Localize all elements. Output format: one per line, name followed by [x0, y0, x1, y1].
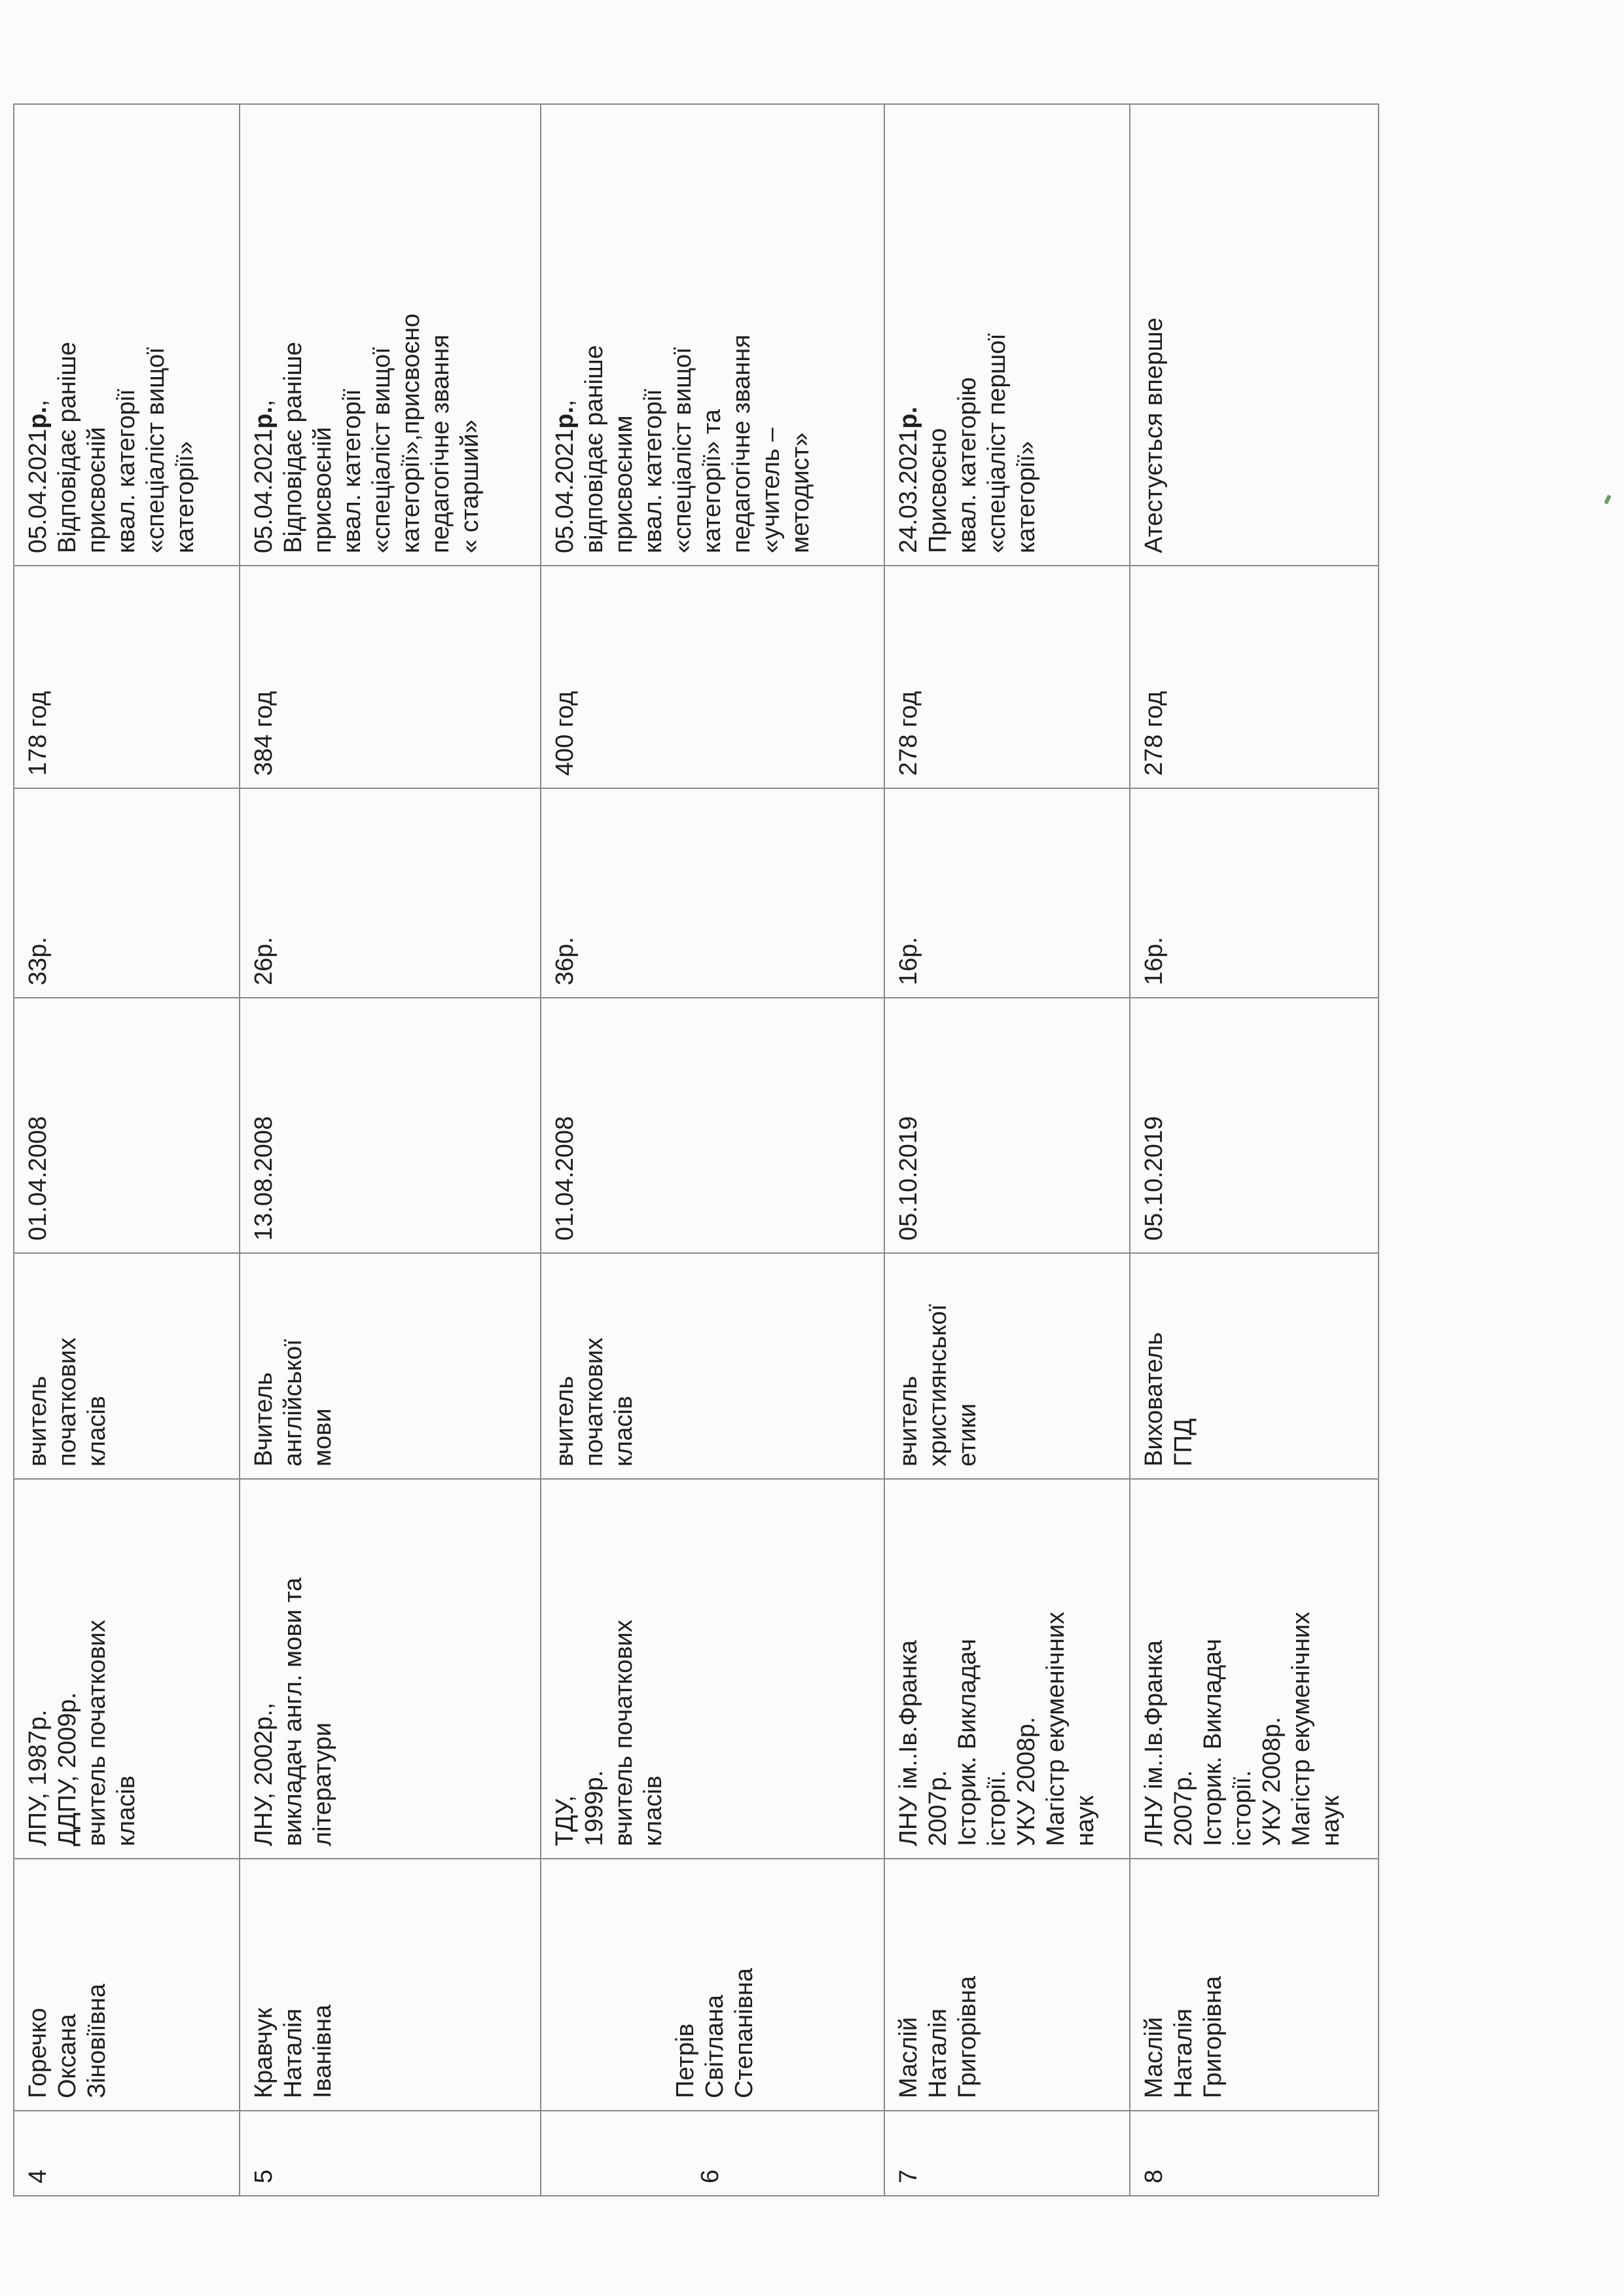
education-line: Історик. Викладач: [954, 1639, 981, 1846]
cell-num: [541, 2111, 884, 2196]
result-line: присвоєній: [83, 427, 111, 553]
result-line: категорії»: [171, 441, 199, 553]
experience-value: 26р.: [250, 937, 278, 985]
rotated-document-page: [13, 105, 1378, 2196]
cell-education: [14, 1479, 240, 1859]
hours-value: 400 год: [551, 691, 579, 776]
position-line: Вихователь: [1140, 1332, 1168, 1467]
cell-num: [240, 2111, 541, 2196]
cell-date: [14, 998, 240, 1253]
experience-value: 36р.: [551, 937, 579, 985]
cell-date: [541, 998, 884, 1253]
result-line: категорії»,присвоєно: [397, 313, 425, 553]
education-line: Історик. Викладач: [1199, 1639, 1227, 1846]
cell-result: [14, 104, 240, 566]
cell-num: [14, 2111, 240, 2196]
result-line: педагогічне звання: [427, 335, 454, 553]
education-line: 2007р.: [1170, 1770, 1197, 1846]
education-line: вчитель початкових: [83, 1620, 111, 1846]
name-line: Маслій: [1140, 2016, 1168, 2098]
result-line: Відповідає раніше: [54, 342, 81, 553]
position-line: початкових: [581, 1338, 608, 1467]
name-line: Світлана: [701, 1994, 729, 2098]
result-line: відповідає раніше: [581, 345, 608, 553]
result-line: «учитель –: [757, 428, 785, 553]
education-line: наук: [1072, 1795, 1099, 1846]
result-line: присвоєним: [610, 415, 638, 553]
position-line: вчитель: [895, 1376, 922, 1467]
position-line: християнської: [924, 1303, 952, 1467]
cell-hours: [884, 566, 1130, 788]
position-line: мови: [309, 1408, 336, 1467]
education-line: ТДУ,: [551, 1795, 579, 1846]
table-row: [541, 104, 884, 2196]
education-line: історії.: [983, 1770, 1011, 1846]
education-line: Магістр екуменічних: [1042, 1611, 1070, 1846]
name-line: Наталія: [280, 2008, 307, 2098]
num-value: 8: [1140, 2169, 1168, 2183]
date-value: 13.08.2008: [250, 1116, 278, 1241]
education-line: ЛНУ ім..Ів.Франка: [895, 1640, 922, 1846]
result-line: категорії» та: [698, 409, 726, 553]
education-line: Магістр екуменічних: [1288, 1611, 1315, 1846]
cell-education: [1130, 1479, 1379, 1859]
result-line: педагогічне звання: [728, 335, 755, 553]
cell-hours: [14, 566, 240, 788]
cell-name: [240, 1859, 541, 2111]
cell-education: [541, 1479, 884, 1859]
date-value: 05.10.2019: [895, 1116, 922, 1241]
education-line: УКУ 2008р.: [1258, 1717, 1286, 1846]
table-row: [884, 104, 1130, 2196]
cell-name: [1130, 1859, 1379, 2111]
name-line: Григорівна: [1199, 1976, 1227, 2098]
name-line: Петрів: [672, 2023, 699, 2098]
hours-value: 178 год: [24, 691, 52, 776]
education-line: ДДПУ, 2009р.: [54, 1692, 81, 1846]
cell-hours: [240, 566, 541, 788]
result-line: 24.03.2021р.: [895, 407, 922, 553]
education-line: історії.: [1229, 1770, 1256, 1846]
result-line: «спеціаліст вищої: [368, 347, 395, 553]
cell-position: [1130, 1253, 1379, 1479]
cell-experience: [541, 788, 884, 998]
table-row: [240, 104, 541, 2196]
result-line: Присвоєно: [924, 428, 952, 553]
attestation-table: [13, 103, 1379, 2196]
position-line: Вчитель: [250, 1372, 278, 1467]
cell-result: [541, 104, 884, 566]
experience-value: 16р.: [1140, 937, 1168, 985]
name-line: Іванівна: [309, 2004, 336, 2098]
education-line: класів: [640, 1776, 667, 1846]
table-row: [14, 104, 240, 2196]
hours-value: 278 год: [895, 691, 922, 776]
education-line: 1999р.: [581, 1770, 608, 1846]
education-line: ЛНУ, 2002р.,: [250, 1702, 278, 1846]
name-line: Кравчук: [250, 2007, 278, 2098]
result-line: «спеціаліст першої: [983, 333, 1011, 553]
name-line: Маслій: [895, 2016, 922, 2098]
num-value: 7: [895, 2169, 922, 2183]
position-line: ГПД: [1170, 1418, 1197, 1467]
cell-name: [14, 1859, 240, 2111]
cell-result: [1130, 104, 1379, 566]
result-line: «спеціаліст вищої: [142, 347, 170, 553]
cell-num: [884, 2111, 1130, 2196]
name-line: Григорівна: [954, 1976, 981, 2098]
result-line: методист»: [787, 432, 814, 553]
cell-experience: [14, 788, 240, 998]
education-line: 2007р.: [924, 1770, 952, 1846]
cell-position: [884, 1253, 1130, 1479]
name-line: Зіновіївна: [83, 1983, 111, 2098]
result-line: категорії»: [1013, 441, 1040, 553]
cell-education: [884, 1479, 1130, 1859]
result-line: квал. категорію: [954, 377, 981, 553]
result-line: Атестується вперше: [1140, 318, 1168, 553]
result-line: квал. категорії: [113, 389, 140, 553]
result-line: 05.04.2021р.,: [250, 399, 278, 553]
cell-experience: [1130, 788, 1379, 998]
cell-education: [240, 1479, 541, 1859]
result-line: присвоєній: [309, 427, 336, 553]
date-value: 01.04.2008: [551, 1116, 579, 1241]
result-line: квал. категорії: [338, 389, 366, 553]
cell-date: [240, 998, 541, 1253]
education-line: ЛПУ, 1987р.: [24, 1709, 52, 1846]
date-value: 05.10.2019: [1140, 1116, 1168, 1241]
name-line: Горечко: [24, 2007, 52, 2098]
position-line: етики: [954, 1403, 981, 1467]
education-line: ЛНУ ім..Ів.Франка: [1140, 1640, 1168, 1846]
result-line: «спеціаліст вищої: [669, 347, 696, 553]
hours-value: 278 год: [1140, 691, 1168, 776]
date-value: 01.04.2008: [24, 1116, 52, 1241]
cell-experience: [240, 788, 541, 998]
cell-date: [884, 998, 1130, 1253]
table-row: [1130, 104, 1379, 2196]
result-line: 05.04.2021р.,: [551, 399, 579, 553]
num-value: 5: [250, 2169, 278, 2183]
cell-position: [14, 1253, 240, 1479]
position-line: класів: [610, 1396, 638, 1467]
name-line: Наталія: [924, 2008, 952, 2098]
result-line: « старший»: [456, 419, 484, 553]
cell-result: [240, 104, 541, 566]
education-line: УКУ 2008р.: [1013, 1717, 1040, 1846]
cell-position: [240, 1253, 541, 1479]
experience-value: 33р.: [24, 937, 52, 985]
position-line: початкових: [54, 1338, 81, 1467]
education-line: викладач англ. мови та: [280, 1577, 307, 1846]
cell-name: [884, 1859, 1130, 2111]
cell-date: [1130, 998, 1379, 1253]
position-line: вчитель: [551, 1376, 579, 1467]
position-line: вчитель: [24, 1376, 52, 1467]
education-line: вчитель початкових: [610, 1620, 638, 1846]
cell-hours: [541, 566, 884, 788]
experience-value: 16р.: [895, 937, 922, 985]
cell-hours: [1130, 566, 1379, 788]
cell-result: [884, 104, 1130, 566]
result-line: 05.04.2021р.,: [24, 399, 52, 553]
education-line: наук: [1317, 1795, 1344, 1846]
hours-value: 384 год: [250, 691, 278, 776]
education-line: класів: [113, 1776, 140, 1846]
education-line: літератури: [309, 1722, 336, 1846]
num-value: 6: [696, 2169, 724, 2183]
scan-speck: [1604, 494, 1611, 504]
result-line: квал. категорії: [640, 389, 667, 553]
position-line: англійської: [280, 1339, 307, 1467]
cell-experience: [884, 788, 1130, 998]
cell-position: [541, 1253, 884, 1479]
result-line: Відповідає раніше: [280, 342, 307, 553]
num-value: 4: [24, 2169, 52, 2183]
name-line: Наталія: [1170, 2008, 1197, 2098]
name-line: Оксана: [54, 2014, 81, 2098]
position-line: класів: [83, 1396, 111, 1467]
name-line: Степанівна: [731, 1968, 758, 2098]
cell-num: [1130, 2111, 1379, 2196]
cell-name: [541, 1859, 884, 2111]
